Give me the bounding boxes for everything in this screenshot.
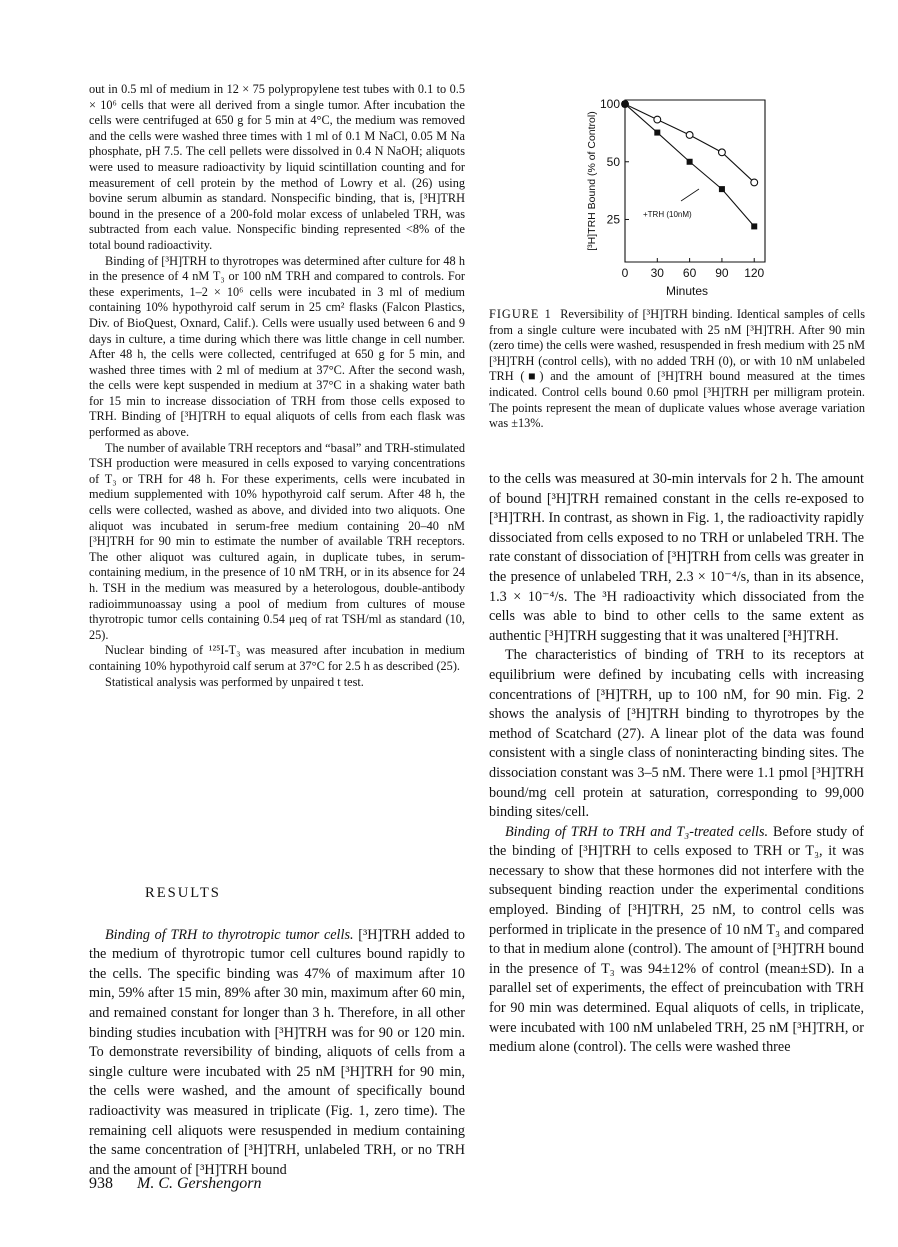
section-subheading: Binding of TRH to thyrotropic tumor cells. bbox=[105, 926, 354, 943]
data-point-circle bbox=[751, 179, 758, 186]
y-tick-label: 50 bbox=[606, 154, 620, 169]
paragraph: Statistical analysis was performed by unpaired t test. bbox=[105, 674, 364, 689]
series-line-0 bbox=[625, 104, 754, 182]
paragraph bbox=[489, 823, 864, 1058]
x-tick-label: 90 bbox=[715, 266, 729, 280]
paragraph: The characteristics of binding of TRH to its receptors at equilibrium were defined by incubating cells with increasing concentrations of [³H]TRH, up to 100 nM, for 90 min. Fig. 2 shows the analysis of [³H]TRH binding to thyrotropes by the method of Scatchard (27). A linear plot of the data was found consistent with a single class of noninteracting binding sites. The dissociation constant was 3–5 nM. There were 1.1 pmol [³H]TRH bound/mg cell protein at saturation, corresponding to 99,000 binding sites/cell. bbox=[489, 647, 864, 821]
x-tick-label: 0 bbox=[621, 266, 629, 280]
section-subheading: Binding of TRH to TRH and T₃-treated cells. bbox=[505, 823, 769, 840]
figure-label: FIGURE 1 bbox=[489, 307, 552, 321]
x-tick-label: 120 bbox=[744, 266, 765, 280]
chart-svg bbox=[575, 84, 785, 302]
page-number: 938 bbox=[89, 1175, 113, 1192]
data-point-square bbox=[687, 159, 693, 165]
paragraph: Nuclear binding of ¹²⁵I-T₃ was measured after incubation in medium containing 10% hypothyroid calf serum at 37°C for 2.5 h as described (25). bbox=[89, 643, 465, 673]
paragraph: Binding of [³H]TRH to thyrotropes was determined after culture for 48 h in the presence of 4 nM T₃ or 100 nM TRH and compared to controls. For these experiments, 1–2 × 10⁶ cells were incubated in 3 ml of medium containing 10% hypothyroid calf serum in 25 cm² flasks (Falcon Plastics, Div. of BioQuest, Oxnard, Calif.). Cells were usually used between 6 and 9 days in culture, a time during which there was little change in cell number. After 48 h, the cells were collected, centrifuged at 650 g for 5 min, and washed three times with 2 ml of medium at 37°C. After the second wash, the cells were kept suspended in medium at 37°C in a shaking water bath for 15 min to increase dissociation of TRH from those cells exposed to TRH. Binding of [³H]TRH to equal aliquots of cells from each flask was performed as above. bbox=[89, 253, 465, 440]
data-point-square bbox=[751, 223, 757, 229]
paragraph: to the cells was measured at 30-min intervals for 2 h. The amount of bound [³H]TRH remained constant in the cells re-exposed to [³H]TRH. In contrast, as shown in Fig. 1, the radioactivity rapidly dissociated from cells exposed to no TRH or unlabeled TRH. The rate constant of dissociation of [³H]TRH from cells was greater in the presence of unlabeled TRH, 2.3 × 10⁻⁴/s, than in its absence, 1.3 × 10⁻⁴/s. The ³H radioactivity which dissociated from the cells was able to bind to other cells to the same extent as authentic [³H]TRH suggesting that it was unaltered [³H]TRH. bbox=[489, 471, 864, 644]
running-author: M. C. Gershengorn bbox=[137, 1175, 262, 1192]
figure-caption bbox=[489, 307, 865, 432]
left-column-results bbox=[89, 864, 465, 1180]
paragraph bbox=[89, 926, 465, 1181]
caption-text: Reversibility of [³H]TRH binding. Identical samples of cells from a single culture were incubated with 25 nM [³H]TRH. After 90 min (zero time) the cells were washed, resuspended in fresh medium with 25 nM [³H]TRH (control cells), with no added TRH (0), or with 10 nM unlabeled TRH (■) and the amount of [³H]TRH bound measured at the times indicated. Control cells bound 0.60 pmol [³H]TRH per milligram protein. The points represent the mean of duplicate values whose average variation was ±13%. bbox=[489, 307, 865, 431]
plot-frame bbox=[625, 100, 765, 262]
figure-1-chart bbox=[575, 84, 785, 302]
annotation-pointer bbox=[681, 189, 699, 201]
y-tick-label: 25 bbox=[606, 212, 620, 227]
results-heading: RESULTS bbox=[145, 885, 221, 901]
paragraph: out in 0.5 ml of medium in 12 × 75 polypropylene test tubes with 0.1 to 0.5 × 10⁶ cells that were all derived from a single tumor. After incubation the cells were centrifuged at 650 g for 5 min at 4°C, the medium was removed and the cells were washed three times with 1 ml of 0.1 M NaCl, 0.05 M Na phosphate, pH 7.5. The cell pellets were dissolved in 0.4 N NaOH; aliquots were used to measure radioactivity by liquid scintillation counting and for measurement of cell protein by the method of Lowry et al. (26) using bovine serum albumin as standard. Nonspecific binding, that is, [³H]TRH bound in the presence of a 200-fold molar excess of unlabeled TRH, was subtracted from each value. Nonspecific binding represented <8% of the total bound radioactivity. bbox=[89, 82, 465, 252]
data-point-square bbox=[622, 101, 628, 107]
data-point-circle bbox=[654, 116, 661, 123]
paragraph-text: [³H]TRH added to the medium of thyrotropic tumor cell cultures bound rapidly to the cells. The specific binding was 47% of maximum after 10 min, 59% after 15 min, 89% after 30 min, maximum after 60 min, and remained constant for longer than 3 h. Therefore, in all other binding studies incubation with [³H]TRH was for 90 or 120 min. To demonstrate reversibility of binding, aliquots of cells from a single culture were incubated with 25 nM [³H]TRH for 90 min, the cells were washed, and the amount of specifically bound radioactivity was measured in triplicate (Fig. 1, zero time). The remaining cell aliquots were resuspended in medium containing the same concentration of [³H]TRH, unlabeled TRH, or no TRH and the amount of [³H]TRH bound bbox=[89, 926, 465, 1178]
data-point-circle bbox=[719, 149, 726, 156]
data-point-circle bbox=[686, 132, 693, 139]
data-point-square bbox=[654, 130, 660, 136]
right-column bbox=[489, 470, 864, 1058]
page-footer bbox=[89, 1175, 261, 1193]
y-tick-label: 100 bbox=[599, 97, 620, 112]
paragraph: The number of available TRH receptors and “basal” and TRH-stimulated TSH production were measured in cells exposed to varying concentrations of T₃ or TRH for 48 h. For these experiments, cells were incubated in medium supplemented with 10% hypothyroid calf serum. After 48 h, the cells were collected, washed as above, and divided into two aliquots. One aliquot was incubated in serum-free medium containing 20–40 nM [³H]TRH for 90 min to estimate the number of available TRH receptors. The other aliquot was cultured again, in duplicate tubes, in serum-containing medium, in the presence of 10 nM TRH, or in its absence for 24 h. TSH in the medium was measured by a heterologous, double-antibody radioimmunoassay using a pool of medium from cultures of mouse thyrotropic tumor cells containing 0.54 μeq of rat TSH/ml as standard (10, 25). bbox=[89, 440, 465, 642]
y-axis-label: [³H]TRH Bound (% of Control) bbox=[586, 111, 598, 251]
series-line-1 bbox=[625, 104, 754, 226]
paragraph-text: Before study of the binding of [³H]TRH to cells exposed to TRH or T₃, it was necessary to show that these hormones did not interfere with the subsequent binding reaction under the experimental conditions employed. Binding of [³H]TRH, 25 nM, to control cells was performed in triplicate in the presence of 10 nM T₃ and compared to that in medium alone (control). The amount of [³H]TRH bound in the presence of T₃ was 94±12% of control (mean±SD). In a parallel set of experiments, the effect of preincubation with TRH for 90 min was determined. Equal aliquots of cells, in triplicate, were incubated with 100 nM unlabeled TRH, 25 nM [³H]TRH, or medium alone (control). The cells were washed three bbox=[489, 823, 864, 1056]
x-axis-label: Minutes bbox=[665, 284, 709, 298]
annotation-label: +TRH (10nM) bbox=[643, 210, 692, 219]
left-column-methods bbox=[89, 82, 465, 690]
x-tick-label: 60 bbox=[682, 266, 697, 280]
data-point-square bbox=[719, 186, 725, 192]
x-tick-label: 30 bbox=[650, 266, 664, 280]
